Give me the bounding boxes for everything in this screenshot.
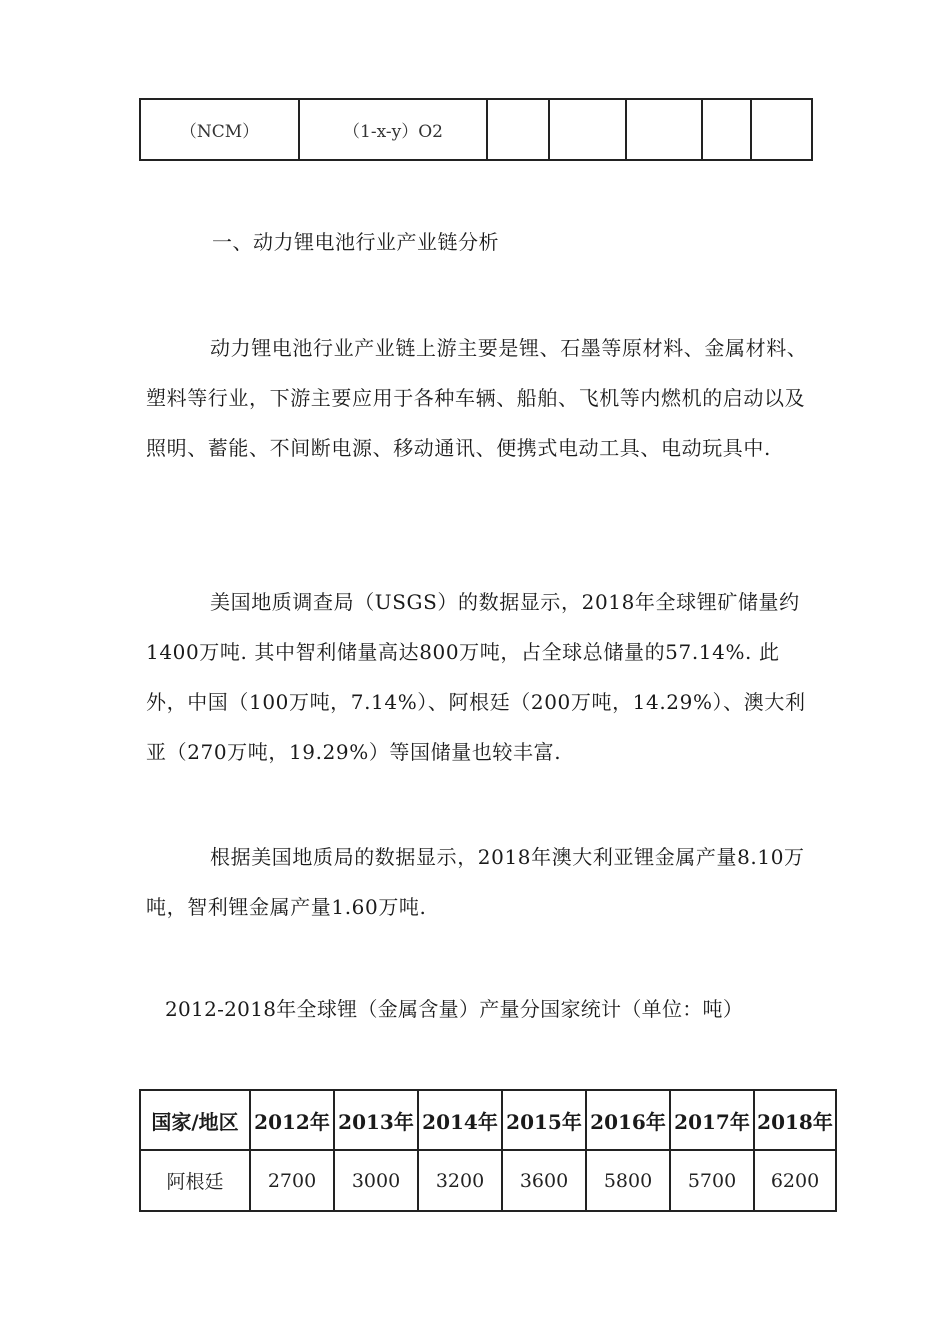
column-header-year: 2016年 [586, 1090, 670, 1150]
column-header-region: 国家/地区 [140, 1090, 250, 1150]
table-cell-value: 5800 [586, 1150, 670, 1211]
paragraph-reserves: 美国地质调查局（USGS）的数据显示，2018年全球锂矿储量约1400万吨. 其中智利储量高达800万吨，占全球总储量的57.14%. 此外，中国（100万吨，7.14%）、阿根廷（200万吨，14.29%）、澳大利亚（270万吨，19.29%）等国储量也较丰富. [146, 590, 806, 764]
table-cell-region: 阿根廷 [140, 1150, 250, 1211]
table-cell: （1-x-y）O2 [299, 99, 487, 160]
table-cell-value: 3200 [418, 1150, 502, 1211]
table-cell [626, 99, 702, 160]
table-cell-value: 3600 [502, 1150, 586, 1211]
column-header-year: 2018年 [754, 1090, 836, 1150]
table-cell-value: 3000 [334, 1150, 418, 1211]
table-cell-value: 5700 [670, 1150, 754, 1211]
column-header-year: 2017年 [670, 1090, 754, 1150]
column-header-year: 2014年 [418, 1090, 502, 1150]
column-header-year: 2012年 [250, 1090, 334, 1150]
table-cell [549, 99, 626, 160]
table-caption: 2012-2018年全球锂（金属含量）产量分国家统计（单位：吨） [165, 997, 744, 1021]
table-cell [487, 99, 549, 160]
table-cell [751, 99, 812, 160]
table-cell [702, 99, 751, 160]
continued-table-fragment [139, 98, 813, 161]
lithium-production-table [139, 1089, 837, 1212]
section-heading: 一、动力锂电池行业产业链分析 [212, 230, 499, 254]
table-cell-value: 6200 [754, 1150, 836, 1211]
table-row [140, 1150, 836, 1211]
table-cell-value: 2700 [250, 1150, 334, 1211]
table-row [140, 99, 812, 160]
column-header-year: 2015年 [502, 1090, 586, 1150]
table-cell: （NCM） [140, 99, 299, 160]
table-header-row [140, 1090, 836, 1150]
column-header-year: 2013年 [334, 1090, 418, 1150]
paragraph-production: 根据美国地质局的数据显示，2018年澳大利亚锂金属产量8.10万吨，智利锂金属产量1.60万吨. [146, 845, 805, 919]
paragraph-industry-chain: 动力锂电池行业产业链上游主要是锂、石墨等原材料、金属材料、塑料等行业，下游主要应用于各种车辆、船舶、飞机等内燃机的启动以及照明、蓄能、不间断电源、移动通讯、便携式电动工具、电动玩具中. [146, 336, 808, 460]
